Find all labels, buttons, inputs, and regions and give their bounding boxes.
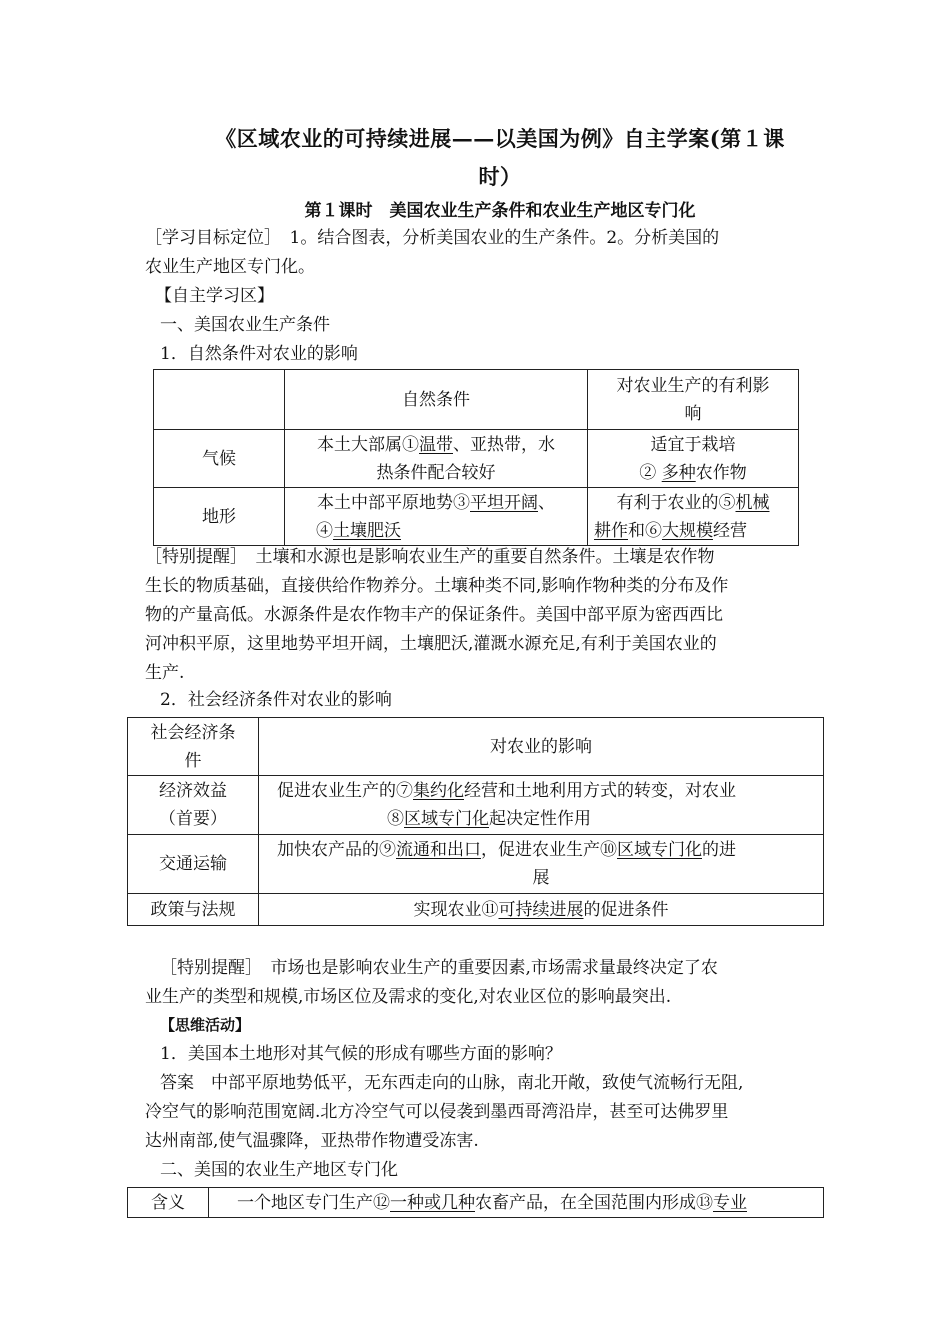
answer-1: 答案 中部平原地势低平，无东西走向的山脉，南北开敞，致使气流畅行无阻, 冷空气的影响范围宽阔.北方冷空气可以侵袭到墨西哥湾沿岸，甚至可达佛罗里 达州南部,使气温骤降，亚热带作物遭受冻害. [145, 1073, 744, 1151]
row-label: 交通运输 [128, 835, 259, 894]
row-label: 政策与法规 [128, 894, 259, 926]
table-row [154, 430, 799, 488]
table-row [128, 835, 824, 894]
table-row [128, 1188, 824, 1218]
table-cell: 一个地区专门生产⑫一种或几种农畜产品，在全国范围内形成⑬专业 [209, 1188, 824, 1218]
table-cell: 适宜于栽培 ② 多种农作物 [588, 430, 799, 488]
question-1: 1．美国本土地形对其气候的形成有哪些方面的影响？ [160, 1044, 562, 1064]
document-title: 《区域农业的可持续进展——以美国为例》自主学案(第１课 时） [215, 126, 785, 189]
special-reminder-1: ［特别提醒］ 土壤和水源也是影响农业生产的重要自然条件。土壤是农作物 生长的物质基础，直接供给作物养分。土壤种类不同,影响作物种类的分布及作 物的产量高低。水源条件是农作物丰产的保证条件。美国中部平原为密西西比 河冲积平原，这里地势平坦开阔，土壤肥沃,灌溉水源充足,有利于美国农业的 生产. [145, 547, 729, 683]
table-row [154, 370, 799, 430]
table-cell: 本土中部平原地势③平坦开阔、 ④土壤肥沃 [285, 488, 588, 546]
table-row [128, 894, 824, 926]
table-cell: 实现农业⑪可持续进展的促进条件 [259, 894, 824, 926]
specialization-table [127, 1187, 824, 1218]
thinking-activity-heading: 【思维活动】 [160, 1016, 251, 1034]
table-cell: 加快农产品的⑨流通和出口，促进农业生产⑩区域专门化的进 展 [259, 835, 824, 894]
table-cell: 本土大部属①温带、亚热带，水 热条件配合较好 [285, 430, 588, 488]
learning-objectives: ［学习目标定位］ 1。结合图表，分析美国农业的生产条件。2。分析美国的 农业生产地区专门化。 [145, 228, 720, 277]
row-label: 地形 [154, 488, 285, 546]
socioeconomic-conditions-table [127, 717, 824, 926]
table-row [154, 488, 799, 546]
self-study-heading: 【自主学习区】 [155, 286, 274, 306]
lesson-subtitle: 第１课时 美国农业生产条件和农业生产地区专门化 [304, 201, 696, 221]
table-cell [154, 370, 285, 430]
row-label: 经济效益 （首要） [128, 776, 259, 835]
table-cell: 促进农业生产的⑦集约化经营和土地利用方式的转变，对农业 ⑧区域专门化起决定性作用 [259, 776, 824, 835]
table-header: 社会经济条 件 [128, 718, 259, 776]
special-reminder-2: ［特别提醒］ 市场也是影响农业生产的重要因素,市场需求量最终决定了农 业生产的类型和规模,市场区位及需求的变化,对农业区位的影响最突出. [145, 958, 718, 1007]
table-row [128, 776, 824, 835]
table-cell: 有利于农业的⑤机械 耕作和⑥大规模经营 [588, 488, 799, 546]
row-label: 气候 [154, 430, 285, 488]
table-header: 对农业的影响 [259, 718, 824, 776]
socioeconomic-conditions-heading: 2．社会经济条件对农业的影响 [160, 690, 392, 710]
section-1-heading: 一、美国农业生产条件 [160, 315, 330, 335]
section-2-heading: 二、美国的农业生产地区专门化 [160, 1160, 398, 1180]
row-label: 含义 [128, 1188, 209, 1218]
natural-conditions-table [153, 369, 799, 546]
table-header: 对农业生产的有利影 响 [588, 370, 799, 430]
table-row [128, 718, 824, 776]
table-header: 自然条件 [285, 370, 588, 430]
natural-conditions-heading: 1．自然条件对农业的影响 [160, 344, 358, 364]
